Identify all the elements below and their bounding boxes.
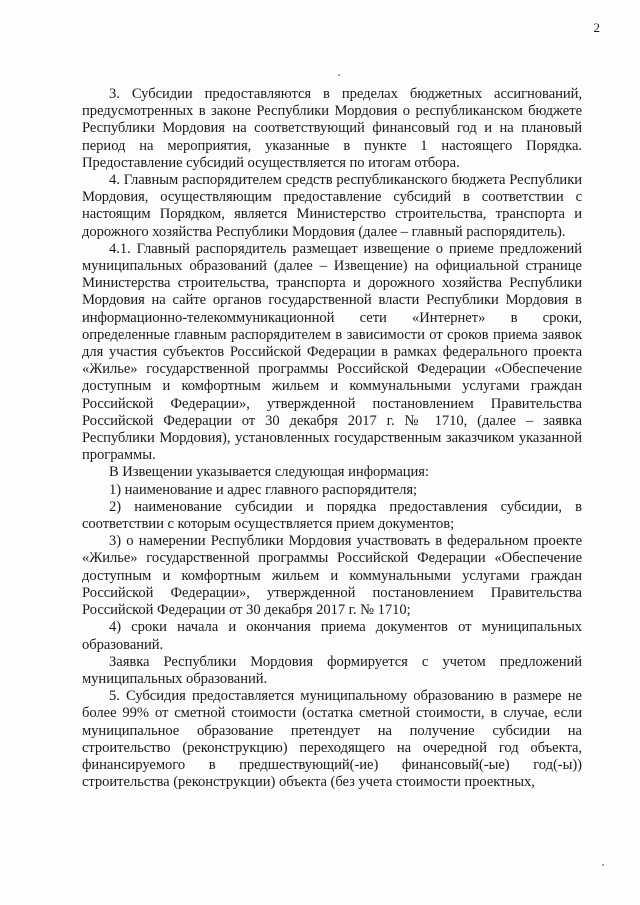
paragraph-3-subsidy-limits: 3. Субсидии предоставляются в пределах бюджетных ассигнований, предусмотренных в законе Республики Мордовия о республиканском бюджете Республики Мордовия на соответствующий финансовый год и на плановый период на мероприятия, указанные в пункте 1 настоящего Порядка. Предоставление субсидий осуществляется по итогам отбора. [82, 86, 582, 171]
list-item-2: 2) наименование субсидии и порядка предоставления субсидии, в соответствии с которым осуществляется прием документов; [82, 498, 582, 533]
page-number: 2 [593, 20, 600, 35]
document-body [82, 86, 582, 791]
paragraph-4-1-notice-publication: 4.1. Главный распорядитель размещает извещение о приеме предложений муниципальных образований (далее – Извещение) на официальной странице Министерства строительства, транспорта и дорожного хозяйства Республики Мордовия на сайте органов государственной власти Республики Мордовия в информационно-телекоммуникационной сети «Интернет» в сроки, определенные главным распорядителем в зависимости от сроков приема заявок для участия субъектов Российской Федерации в рамках федерального проекта «Жилье» государственной программы Российской Федерации «Обеспечение доступным и комфортным жильем и коммунальными услугами граждан Российской Федерации», утвержденной постановлением Правительства Российской Федерации от 30 декабря 2017 г. № 1710, (далее – заявка Республики Мордовия), установленных государственным заказчиком указанной программы. [82, 240, 582, 464]
paragraph-application-formation: Заявка Республики Мордовия формируется с учетом предложений муниципальных образований. [82, 653, 582, 687]
scan-speck [602, 864, 604, 866]
list-item-1: 1) наименование и адрес главного распорядителя; [109, 481, 417, 498]
paragraph-notice-info-intro: В Извещении указывается следующая информация: [109, 464, 429, 481]
scan-speck [338, 74, 340, 76]
list-item-3: 3) о намерении Республики Мордовия участвовать в федеральном проекте «Жилье» государственной программы Российской Федерации «Обеспечение доступным и комфортным жильем и коммунальными услугами граждан Российской Федерации», утвержденной постановлением Правительства Российской Федерации от 30 декабря 2017 г. № 1710; [82, 533, 582, 619]
paragraph-4-chief-administrator: 4. Главным распорядителем средств республиканского бюджета Республики Мордовия, осуществляющим предоставление субсидий в соответствии с настоящим Порядком, является Министерство строительства, транспорта и дорожного хозяйства Республики Мордовия (далее – главный распорядитель). [82, 172, 582, 240]
list-item-4: 4) сроки начала и окончания приема документов от муниципальных образований. [82, 619, 582, 653]
paragraph-5-subsidy-amount: 5. Субсидия предоставляется муниципальному образованию в размере не более 99% от сметной стоимости (остатка сметной стоимости, в случае, если муниципальное образование претендует на получение субсидии на строительство (реконструкцию) переходящего на очередной год объекта, финансируемого в предшествующий(-ие) финансовый(-ые) год(-ы)) строительства (реконструкции) объекта (без учета стоимости проектных, [82, 688, 582, 791]
